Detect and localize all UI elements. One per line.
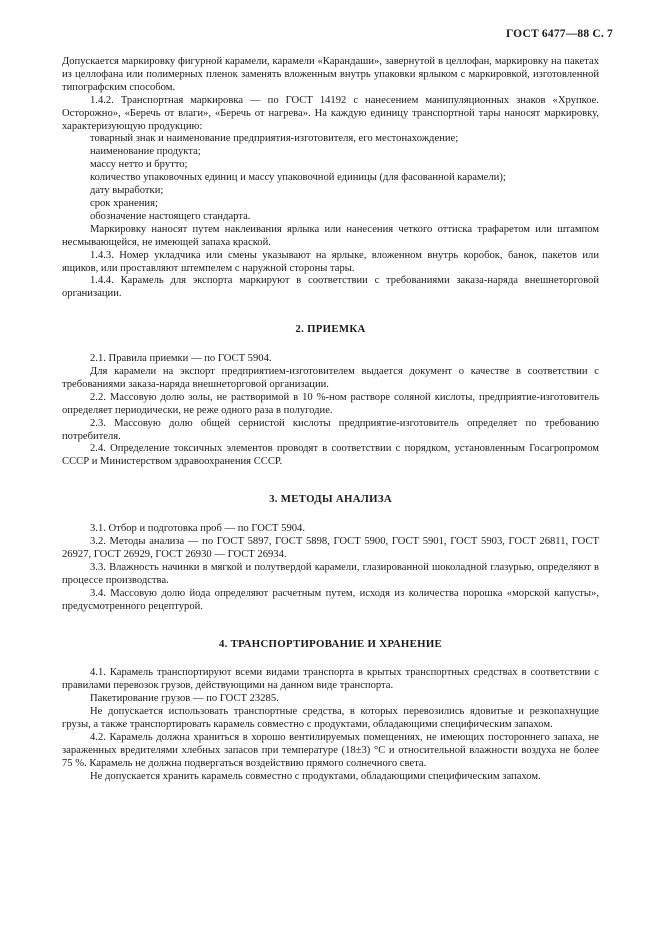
paragraph: 3.2. Методы анализа — по ГОСТ 5897, ГОСТ 5898, ГОСТ 5900, ГОСТ 5901, ГОСТ 5903, ГОСТ 26811, ГОСТ 26927, ГОСТ 26929, ГОСТ 26930 — ГОСТ 26934.: [62, 536, 599, 560]
paragraph: Не допускается хранить карамель совместно с продуктами, обладающими специфическим запахом.: [90, 770, 541, 782]
document-body: [62, 56, 599, 784]
list-item: обозначение настоящего стандарта.: [90, 210, 251, 222]
paragraph: Маркировку наносят путем наклеивания ярлыка или нанесения четкого оттиска трафаретом или штампом несмывающейся, не имеющей запаха краской.: [62, 223, 599, 248]
paragraph: 4.2. Карамель должна храниться в хорошо вентилируемых помещениях, не имеющих постороннего запаха, не зараженных вредителями хлебных запасов при температуре (18±3) °С и относительной влажности воздуха не более 75 %. Карамель не должна подвергаться воздействию прямого солнечного света.: [62, 731, 599, 769]
list-item: количество упаковочных единиц и массу упаковочной единицы (для фасованной карамели);: [90, 172, 506, 184]
paragraph: Допускается маркировку фигурной карамели, карамели «Карандаши», завернутой в целлофан, маркировку на пакетах из целлофана или полимерных пленок заменять вложенным внутрь упаковки ярлыком с маркировкой, изготовленной типографским способом.: [62, 56, 599, 93]
page-header: ГОСТ 6477—88 С. 7: [505, 28, 613, 40]
list-item: наименование продукта;: [90, 146, 201, 158]
paragraph: 1.4.2. Транспортная маркировка — по ГОСТ 14192 с нанесением манипуляционных знаков «Хрупкое. Осторожно», «Беречь от влаги», «Беречь от нагрева». На каждую единицу транспортной тары наносят маркировку, характеризующую продукцию:: [62, 94, 599, 132]
paragraph: 1.4.4. Карамель для экспорта маркируют в соответствии с требованиями заказа-наряда внешнеторговой организации.: [62, 275, 599, 300]
paragraph: 4.1. Карамель транспортируют всеми видами транспорта в крытых транспортных средствах в соответствии с правилами перевозок грузов, действующими на данном виде транспорта.: [62, 667, 599, 692]
section-heading-methods: 3. МЕТОДЫ АНАЛИЗА: [269, 493, 392, 506]
list-item: массу нетто и брутто;: [90, 159, 188, 171]
list-item: срок хранения;: [90, 197, 158, 209]
paragraph: 3.1. Отбор и подготовка проб — по ГОСТ 5904.: [90, 523, 306, 535]
paragraph: 2.4. Определение токсичных элементов проводят в соответствии с порядком, установленным Госагропромом СССР и Министерством здравоохранения СССР.: [62, 443, 599, 468]
section-heading-acceptance: 2. ПРИЕМКА: [295, 323, 366, 336]
list-item: товарный знак и наименование предприятия-изготовителя, его местонахождение;: [90, 133, 459, 145]
paragraph: 3.4. Массовую долю йода определяют расчетным путем, исходя из количества порошка «морской капусты», предусмотренного рецептурой.: [62, 587, 599, 612]
paragraph: Пакетирование грузов — по ГОСТ 23285.: [90, 693, 279, 705]
paragraph: 3.3. Влажность начинки в мягкой и полутвердой карамели, глазированной шоколадной глазурью, определяют в процессе производства.: [62, 561, 599, 586]
paragraph: Не допускается использовать транспортные средства, в которых перевозились ядовитые и резкопахнущие грузы, а также транспортировать карамель совместно с продуктами, обладающими специфическим запахом.: [62, 706, 599, 731]
paragraph: 1.4.3. Номер укладчика или смены указывают на ярлыке, вложенном внутрь коробок, банок, пакетов или ящиков, или проставляют штемпелем с наружной стороны тары.: [62, 249, 599, 274]
paragraph: 2.1. Правила приемки — по ГОСТ 5904.: [90, 353, 272, 365]
paragraph: 2.3. Массовую долю общей сернистой кислоты предприятие-изготовитель определяет по требованию потребителя.: [62, 417, 599, 442]
paragraph: 2.2. Массовую долю золы, не растворимой в 10 %-ном растворе соляной кислоты, предприятие-изготовитель определяет периодически, не реже одного раза в полугодие.: [62, 391, 599, 416]
section-heading-transport: 4. ТРАНСПОРТИРОВАНИЕ И ХРАНЕНИЕ: [218, 637, 443, 650]
paragraph: Для карамели на экспорт предприятием-изготовителем выдается документ о качестве в соответствии с требованиями заказа-наряда внешнеторговой организации.: [62, 366, 599, 390]
list-item: дату выработки;: [90, 185, 164, 197]
